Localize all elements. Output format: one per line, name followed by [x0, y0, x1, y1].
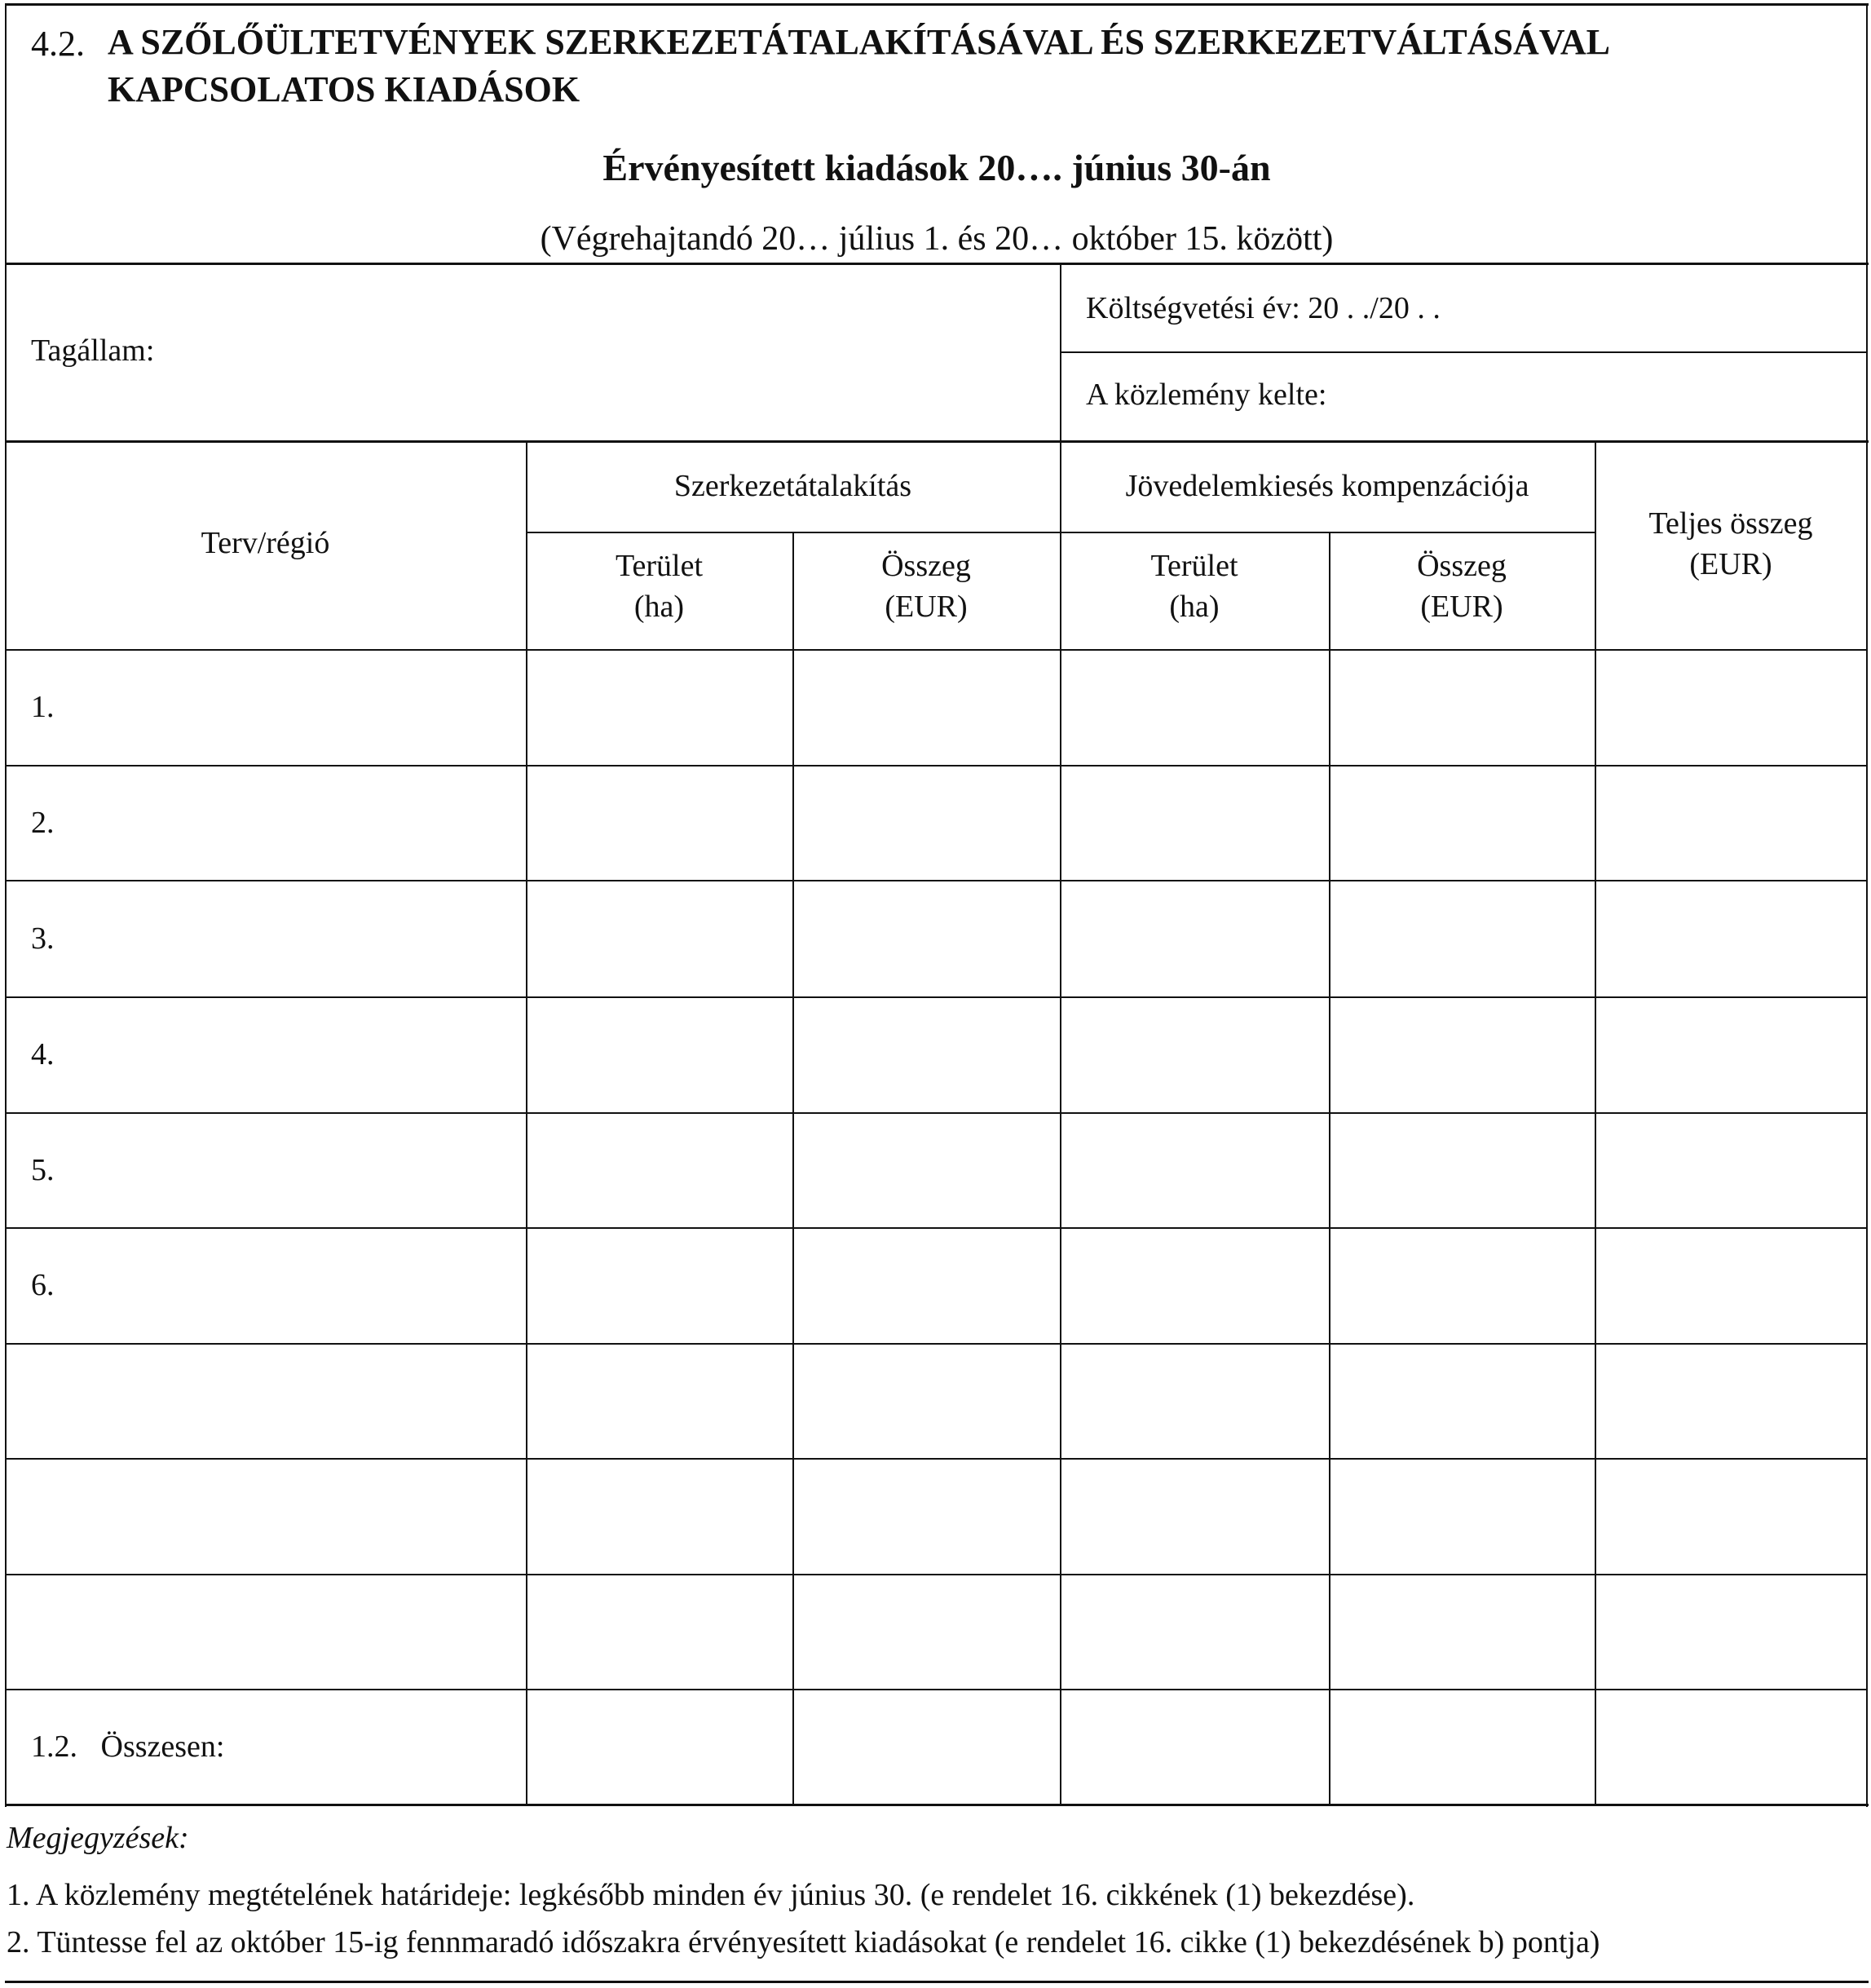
row-label: 4.: [31, 1037, 55, 1071]
section-title-line2: KAPCSOLATOS KIADÁSOK: [108, 69, 580, 109]
row-label: 1.: [31, 690, 55, 724]
input-cell[interactable]: [1597, 1345, 1865, 1456]
input-cell[interactable]: [795, 767, 1058, 878]
row-divider: [5, 649, 1868, 651]
divider: [1060, 351, 1868, 353]
section-number: 4.2.: [31, 24, 85, 64]
input-cell[interactable]: [795, 1691, 1058, 1803]
notice-date-label: A közlemény kelte:: [1086, 378, 1327, 412]
input-cell[interactable]: [1597, 767, 1865, 878]
input-cell[interactable]: [528, 1576, 791, 1687]
row-divider: [5, 1343, 1868, 1345]
input-cell[interactable]: [1597, 999, 1865, 1111]
group-restructuring: Szerkezetátalakítás: [673, 469, 912, 503]
column-divider: [1060, 440, 1061, 1805]
row-divider: [5, 1574, 1868, 1575]
input-cell[interactable]: [795, 882, 1058, 995]
column-divider: [526, 440, 527, 1805]
input-cell[interactable]: [1597, 1115, 1865, 1226]
input-cell[interactable]: [528, 1345, 791, 1456]
subheader-amount-line2: (EUR): [885, 590, 968, 624]
row-divider: [5, 880, 1868, 881]
row-divider: [5, 1112, 1868, 1114]
input-cell[interactable]: [795, 1345, 1058, 1456]
col-plan-region: Terv/régió: [201, 526, 330, 560]
row-label: 3.: [31, 921, 55, 956]
page-bottom-rule: [5, 1981, 1869, 1983]
input-cell[interactable]: [1062, 882, 1327, 995]
input-cell[interactable]: [1331, 882, 1593, 995]
input-cell[interactable]: [1062, 1576, 1327, 1687]
note-item: 1. A közlemény megtételének határideje: legkésőbb minden év június 30. (e rendelet 16. cikkének (1) bekezdése).: [7, 1878, 1415, 1912]
input-cell[interactable]: [1597, 1691, 1865, 1803]
input-cell[interactable]: [528, 767, 791, 878]
group-compensation: Jövedelemkiesés kompenzációja: [1125, 469, 1529, 503]
column-divider: [1595, 440, 1596, 1805]
input-cell[interactable]: [795, 1576, 1058, 1687]
period-note: (Végrehajtandó 20… július 1. és 20… október 15. között): [540, 220, 1334, 258]
column-divider: [792, 532, 794, 1805]
subheader-area-line2: (ha): [633, 590, 685, 624]
input-cell[interactable]: [795, 999, 1058, 1111]
row-divider: [5, 1227, 1868, 1229]
input-cell[interactable]: [1331, 1460, 1593, 1572]
subtitle: Érvényesített kiadások 20…. június 30-án: [602, 147, 1271, 188]
notes-heading: Megjegyzések:: [7, 1821, 189, 1855]
row-label: 6.: [31, 1268, 55, 1302]
input-cell[interactable]: [1331, 1345, 1593, 1456]
col-total-line1: Teljes összeg: [1648, 506, 1813, 541]
budget-year-label: Költségvetési év: 20 . ./20 . .: [1086, 291, 1441, 325]
subheader-area-line1: Terület: [1150, 549, 1238, 583]
row-label: 2.: [31, 805, 55, 840]
input-cell[interactable]: [1597, 652, 1865, 763]
subheader-amount-line1: Összeg: [881, 549, 971, 583]
input-cell[interactable]: [795, 1230, 1058, 1341]
top-border: [5, 3, 1869, 6]
input-cell[interactable]: [1597, 1460, 1865, 1572]
right-border: [1866, 3, 1868, 1807]
input-cell[interactable]: [1597, 882, 1865, 995]
subheader-amount-line2: (EUR): [1420, 590, 1503, 624]
column-divider: [1329, 532, 1330, 1805]
input-cell[interactable]: [795, 1460, 1058, 1572]
divider: [5, 440, 1869, 443]
row-divider: [5, 996, 1868, 998]
input-cell[interactable]: [528, 1115, 791, 1226]
input-cell[interactable]: [528, 999, 791, 1111]
input-cell[interactable]: [795, 1115, 1058, 1226]
input-cell[interactable]: [1597, 1230, 1865, 1341]
section-title-line1: A SZŐLŐÜLTETVÉNYEK SZERKEZETÁTALAKÍTÁSÁVAL ÉS SZERKEZETVÁLTÁSÁVAL: [108, 22, 1610, 62]
input-cell[interactable]: [528, 1230, 791, 1341]
left-border: [5, 3, 7, 1807]
input-cell[interactable]: [1331, 1230, 1593, 1341]
input-cell[interactable]: [1062, 999, 1327, 1111]
divider: [5, 263, 1869, 265]
input-cell[interactable]: [1331, 652, 1593, 763]
input-cell[interactable]: [1331, 1576, 1593, 1687]
input-cell[interactable]: [1062, 652, 1327, 763]
member-state-label: Tagállam:: [31, 334, 155, 368]
input-cell[interactable]: [1062, 1460, 1327, 1572]
input-cell[interactable]: [1331, 999, 1593, 1111]
input-cell[interactable]: [1331, 767, 1593, 878]
input-cell[interactable]: [1062, 1230, 1327, 1341]
row-divider: [5, 765, 1868, 766]
table-bottom-border: [5, 1804, 1869, 1806]
subheader-amount-line1: Összeg: [1417, 549, 1507, 583]
input-cell[interactable]: [528, 652, 791, 763]
input-cell[interactable]: [528, 1460, 791, 1572]
input-cell[interactable]: [1062, 1345, 1327, 1456]
input-cell[interactable]: [1597, 1576, 1865, 1687]
input-cell[interactable]: [1062, 1691, 1327, 1803]
row-divider: [5, 1458, 1868, 1460]
input-cell[interactable]: [528, 1691, 791, 1803]
input-cell[interactable]: [1062, 767, 1327, 878]
input-cell[interactable]: [528, 882, 791, 995]
input-cell[interactable]: [1331, 1115, 1593, 1226]
input-cell[interactable]: [1062, 1115, 1327, 1226]
divider: [1060, 263, 1061, 442]
input-cell[interactable]: [795, 652, 1058, 763]
note-item: 2. Tüntesse fel az október 15-ig fennmaradó időszakra érvényesített kiadásokat (e rendelet 16. cikke (1) bekezdésének b) pontja): [7, 1925, 1600, 1959]
total-row-label: 1.2. Összesen:: [31, 1730, 225, 1764]
col-total-line2: (EUR): [1689, 547, 1772, 581]
row-label: 5.: [31, 1152, 55, 1187]
subheader-area-line2: (ha): [1169, 590, 1220, 624]
subheader-area-line1: Terület: [615, 549, 704, 583]
input-cell[interactable]: [1331, 1691, 1593, 1803]
row-divider: [5, 1689, 1868, 1690]
